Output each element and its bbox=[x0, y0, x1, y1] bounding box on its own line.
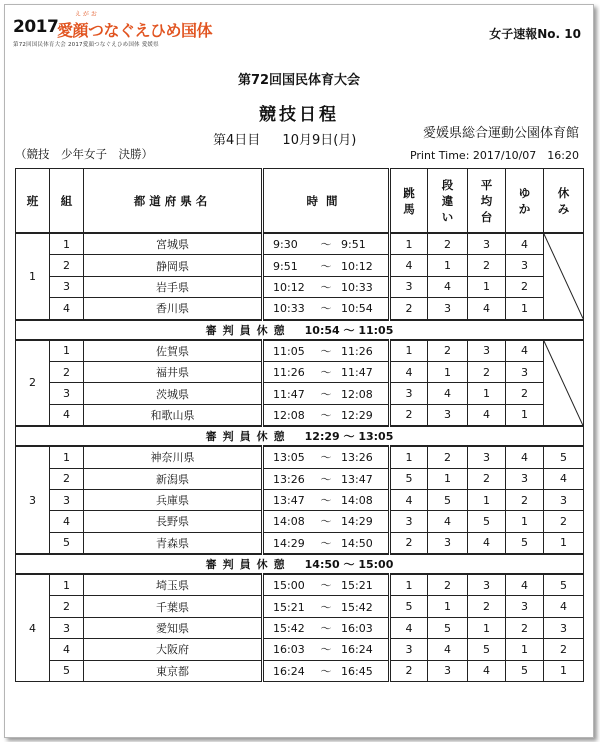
set-number-cell: 1 bbox=[50, 233, 84, 255]
time-start: 10:12 bbox=[273, 280, 305, 294]
prefecture-cell: 佐賀県 bbox=[84, 340, 263, 362]
time-end: 10:33 bbox=[341, 280, 373, 294]
time-start: 16:24 bbox=[273, 664, 305, 678]
set-number-cell: 3 bbox=[50, 276, 84, 297]
time-start: 10:33 bbox=[273, 302, 305, 316]
set-number-cell: 2 bbox=[50, 596, 84, 617]
time-end: 10:12 bbox=[341, 259, 373, 273]
floor-order-cell: 3 bbox=[506, 596, 544, 617]
beam-order-cell: 1 bbox=[468, 276, 506, 297]
beam-order-cell: 3 bbox=[468, 233, 506, 255]
floor-order-cell: 4 bbox=[506, 340, 544, 362]
prefecture-cell: 長野県 bbox=[84, 511, 263, 532]
floor-order-cell: 3 bbox=[506, 468, 544, 489]
rest-order-cell: 4 bbox=[544, 468, 584, 489]
rest-order-cell: 5 bbox=[544, 574, 584, 596]
bars-order-cell: 3 bbox=[428, 298, 468, 320]
judges-break-row bbox=[16, 426, 584, 446]
prefecture-cell: 千葉県 bbox=[84, 596, 263, 617]
beam-order-cell: 4 bbox=[468, 660, 506, 681]
time-cell bbox=[263, 361, 390, 382]
bars-order-cell: 3 bbox=[428, 404, 468, 426]
vault-order-cell: 3 bbox=[390, 383, 428, 404]
vault-order-cell: 1 bbox=[390, 340, 428, 362]
prefecture-cell: 大阪府 bbox=[84, 639, 263, 660]
set-number-cell: 2 bbox=[50, 255, 84, 276]
floor-order-cell: 4 bbox=[506, 446, 544, 468]
header-time: 時間 bbox=[263, 169, 390, 234]
set-number-cell: 1 bbox=[50, 340, 84, 362]
event-label: （競技 少年女子 決勝） bbox=[15, 147, 153, 161]
time-start: 9:51 bbox=[273, 259, 298, 273]
prefecture-cell: 新潟県 bbox=[84, 468, 263, 489]
vault-order-cell: 3 bbox=[390, 511, 428, 532]
time-cell bbox=[263, 596, 390, 617]
set-number-cell: 1 bbox=[50, 446, 84, 468]
time-end: 14:50 bbox=[341, 536, 373, 550]
floor-order-cell: 4 bbox=[506, 233, 544, 255]
bars-order-cell: 1 bbox=[428, 596, 468, 617]
set-number-cell: 3 bbox=[50, 617, 84, 638]
time-end: 16:45 bbox=[341, 664, 373, 678]
time-start: 13:47 bbox=[273, 494, 305, 508]
time-start: 16:03 bbox=[273, 643, 305, 657]
floor-order-cell: 4 bbox=[506, 574, 544, 596]
floor-order-cell: 1 bbox=[506, 511, 544, 532]
time-separator: 〜 bbox=[320, 387, 332, 401]
vault-order-cell: 1 bbox=[390, 446, 428, 468]
time-separator: 〜 bbox=[320, 600, 332, 614]
schedule-table bbox=[15, 168, 584, 682]
bars-order-cell: 4 bbox=[428, 383, 468, 404]
time-separator: 〜 bbox=[320, 494, 332, 508]
time-separator: 〜 bbox=[320, 302, 332, 316]
time-start: 15:21 bbox=[273, 600, 305, 614]
prefecture-cell: 和歌山県 bbox=[84, 404, 263, 426]
set-number-cell: 4 bbox=[50, 404, 84, 426]
time-separator: 〜 bbox=[320, 622, 332, 636]
vault-order-cell: 2 bbox=[390, 404, 428, 426]
table-row bbox=[16, 446, 584, 468]
beam-order-cell: 1 bbox=[468, 617, 506, 638]
print-time: Print Time: 2017/10/07 16:20 bbox=[409, 149, 579, 162]
time-separator: 〜 bbox=[320, 238, 332, 252]
vault-order-cell: 4 bbox=[390, 255, 428, 276]
prefecture-cell: 神奈川県 bbox=[84, 446, 263, 468]
set-number-cell: 3 bbox=[50, 383, 84, 404]
date-label: 10月9日(月) bbox=[282, 133, 357, 148]
time-end: 14:08 bbox=[341, 494, 373, 508]
table-row bbox=[16, 233, 584, 255]
rest-order-cell: 3 bbox=[544, 617, 584, 638]
group-number-cell: 3 bbox=[16, 446, 50, 554]
break-time: 12:29 ～ 13:05 bbox=[304, 430, 394, 444]
rest-order-cell: 5 bbox=[544, 446, 584, 468]
header-bars bbox=[428, 169, 468, 234]
prefecture-cell: 宮城県 bbox=[84, 233, 263, 255]
set-number-cell: 1 bbox=[50, 574, 84, 596]
time-end: 13:47 bbox=[341, 472, 373, 486]
beam-order-cell: 3 bbox=[468, 340, 506, 362]
set-number-cell: 2 bbox=[50, 468, 84, 489]
time-separator: 〜 bbox=[320, 515, 332, 529]
time-start: 13:26 bbox=[273, 472, 305, 486]
rest-empty-cell bbox=[544, 233, 584, 320]
day-date bbox=[213, 129, 374, 148]
beam-order-cell: 4 bbox=[468, 532, 506, 554]
judges-break-cell bbox=[16, 320, 584, 340]
vault-order-cell: 4 bbox=[390, 361, 428, 382]
table-row bbox=[16, 596, 584, 617]
time-cell bbox=[263, 383, 390, 404]
vault-order-cell: 2 bbox=[390, 298, 428, 320]
time-separator: 〜 bbox=[320, 408, 332, 422]
venue: 愛媛県総合運動公園体育館 bbox=[422, 126, 579, 141]
vault-order-cell: 2 bbox=[390, 532, 428, 554]
time-start: 15:42 bbox=[273, 622, 305, 636]
header-floor bbox=[506, 169, 544, 234]
time-cell bbox=[263, 298, 390, 320]
set-number-cell: 4 bbox=[50, 511, 84, 532]
header-floor-text: ゆ か bbox=[518, 185, 531, 216]
prefecture-cell: 静岡県 bbox=[84, 255, 263, 276]
table-row bbox=[16, 340, 584, 362]
time-start: 15:00 bbox=[273, 579, 305, 593]
time-separator: 〜 bbox=[320, 366, 332, 380]
prefecture-cell: 埼玉県 bbox=[84, 574, 263, 596]
prefecture-cell: 東京都 bbox=[84, 660, 263, 681]
floor-order-cell: 5 bbox=[506, 660, 544, 681]
time-cell bbox=[263, 404, 390, 426]
set-number-cell: 3 bbox=[50, 489, 84, 510]
rest-order-cell: 2 bbox=[544, 511, 584, 532]
time-separator: 〜 bbox=[320, 536, 332, 550]
vault-order-cell: 5 bbox=[390, 468, 428, 489]
bulletin-number: 女子速報No. 10 bbox=[489, 27, 581, 41]
prefecture-cell: 茨城県 bbox=[84, 383, 263, 404]
vault-order-cell: 4 bbox=[390, 617, 428, 638]
rest-order-cell: 1 bbox=[544, 660, 584, 681]
time-cell bbox=[263, 255, 390, 276]
logo-ruby: え が お bbox=[75, 11, 97, 18]
floor-order-cell: 1 bbox=[506, 639, 544, 660]
set-number-cell: 5 bbox=[50, 660, 84, 681]
vault-order-cell: 3 bbox=[390, 639, 428, 660]
floor-order-cell: 2 bbox=[506, 489, 544, 510]
floor-order-cell: 3 bbox=[506, 361, 544, 382]
prefecture-cell: 福井県 bbox=[84, 361, 263, 382]
header-vault-text: 跳 馬 bbox=[403, 185, 415, 216]
beam-order-cell: 2 bbox=[468, 361, 506, 382]
bars-order-cell: 4 bbox=[428, 639, 468, 660]
table-row bbox=[16, 255, 584, 276]
header-beam bbox=[468, 169, 506, 234]
bars-order-cell: 1 bbox=[428, 361, 468, 382]
floor-order-cell: 3 bbox=[506, 255, 544, 276]
beam-order-cell: 5 bbox=[468, 639, 506, 660]
beam-order-cell: 1 bbox=[468, 489, 506, 510]
bars-order-cell: 1 bbox=[428, 255, 468, 276]
break-label: 審判員休憩 bbox=[205, 323, 291, 337]
break-time: 14:50 ～ 15:00 bbox=[304, 558, 394, 572]
floor-order-cell: 2 bbox=[506, 383, 544, 404]
time-cell bbox=[263, 511, 390, 532]
bars-order-cell: 4 bbox=[428, 276, 468, 297]
bars-order-cell: 2 bbox=[428, 233, 468, 255]
rest-order-cell: 3 bbox=[544, 489, 584, 510]
beam-order-cell: 5 bbox=[468, 511, 506, 532]
table-row bbox=[16, 532, 584, 554]
time-cell bbox=[263, 489, 390, 510]
table-row bbox=[16, 276, 584, 297]
time-separator: 〜 bbox=[320, 643, 332, 657]
time-separator: 〜 bbox=[320, 579, 332, 593]
prefecture-cell: 兵庫県 bbox=[84, 489, 263, 510]
table-row bbox=[16, 511, 584, 532]
bars-order-cell: 3 bbox=[428, 660, 468, 681]
prefecture-cell: 香川県 bbox=[84, 298, 263, 320]
bars-order-cell: 1 bbox=[428, 468, 468, 489]
table-row bbox=[16, 617, 584, 638]
rest-order-cell: 4 bbox=[544, 596, 584, 617]
header-group: 班 bbox=[16, 169, 50, 234]
header-rest bbox=[544, 169, 584, 234]
judges-break-cell bbox=[16, 554, 584, 574]
time-cell bbox=[263, 468, 390, 489]
group-number-cell: 1 bbox=[16, 233, 50, 320]
beam-order-cell: 3 bbox=[468, 446, 506, 468]
set-number-cell: 5 bbox=[50, 532, 84, 554]
time-end: 12:08 bbox=[341, 387, 373, 401]
header-set: 組 bbox=[50, 169, 84, 234]
time-end: 11:26 bbox=[341, 344, 373, 358]
bars-order-cell: 3 bbox=[428, 532, 468, 554]
table-row bbox=[16, 404, 584, 426]
bars-order-cell: 5 bbox=[428, 489, 468, 510]
table-header-row bbox=[16, 169, 584, 234]
judges-break-row bbox=[16, 320, 584, 340]
table-row bbox=[16, 489, 584, 510]
schedule-body bbox=[16, 233, 584, 682]
rest-order-cell: 1 bbox=[544, 532, 584, 554]
logo-main: 愛顔つなぐえひめ国体 bbox=[57, 21, 213, 40]
time-start: 11:47 bbox=[273, 387, 305, 401]
beam-order-cell: 1 bbox=[468, 383, 506, 404]
judges-break-cell bbox=[16, 426, 584, 446]
time-cell bbox=[263, 574, 390, 596]
diagonal-line bbox=[544, 234, 583, 319]
set-number-cell: 4 bbox=[50, 639, 84, 660]
set-number-cell: 2 bbox=[50, 361, 84, 382]
beam-order-cell: 3 bbox=[468, 574, 506, 596]
vault-order-cell: 5 bbox=[390, 596, 428, 617]
table-row bbox=[16, 361, 584, 382]
event-logo bbox=[13, 11, 218, 51]
time-start: 12:08 bbox=[273, 408, 305, 422]
time-separator: 〜 bbox=[320, 280, 332, 294]
break-time: 10:54 ～ 11:05 bbox=[304, 323, 394, 337]
header-bars-text: 段 違 い bbox=[441, 177, 454, 224]
time-start: 11:26 bbox=[273, 366, 305, 380]
time-separator: 〜 bbox=[320, 472, 332, 486]
judges-break-row bbox=[16, 554, 584, 574]
beam-order-cell: 2 bbox=[468, 596, 506, 617]
bars-order-cell: 2 bbox=[428, 446, 468, 468]
group-number-cell: 2 bbox=[16, 340, 50, 427]
time-separator: 〜 bbox=[320, 664, 332, 678]
prefecture-cell: 愛知県 bbox=[84, 617, 263, 638]
rest-order-cell: 2 bbox=[544, 639, 584, 660]
bars-order-cell: 5 bbox=[428, 617, 468, 638]
bars-order-cell: 2 bbox=[428, 340, 468, 362]
time-end: 12:29 bbox=[341, 408, 373, 422]
table-row bbox=[16, 468, 584, 489]
time-start: 13:05 bbox=[273, 451, 305, 465]
floor-order-cell: 2 bbox=[506, 617, 544, 638]
beam-order-cell: 4 bbox=[468, 404, 506, 426]
group-number-cell: 4 bbox=[16, 574, 50, 681]
table-row bbox=[16, 660, 584, 681]
beam-order-cell: 2 bbox=[468, 468, 506, 489]
time-cell bbox=[263, 446, 390, 468]
header-beam-text: 平 均 台 bbox=[480, 177, 493, 224]
logo-subtitle: 第72回国民体育大会 2017愛顔つなぐえひめ国体 愛媛県 bbox=[13, 42, 159, 48]
floor-order-cell: 5 bbox=[506, 532, 544, 554]
vault-order-cell: 4 bbox=[390, 489, 428, 510]
time-start: 9:30 bbox=[273, 238, 298, 252]
time-cell bbox=[263, 233, 390, 255]
vault-order-cell: 1 bbox=[390, 574, 428, 596]
time-cell bbox=[263, 340, 390, 362]
document-page bbox=[4, 4, 594, 738]
diagonal-line bbox=[544, 341, 583, 426]
time-end: 11:47 bbox=[341, 366, 373, 380]
meet-name: 第72回国民体育大会 bbox=[237, 73, 361, 88]
header-rest-text: 休 み bbox=[557, 185, 570, 216]
prefecture-cell: 青森県 bbox=[84, 532, 263, 554]
time-end: 9:51 bbox=[341, 238, 366, 252]
time-separator: 〜 bbox=[320, 451, 332, 465]
time-end: 15:21 bbox=[341, 579, 373, 593]
time-cell bbox=[263, 660, 390, 681]
time-start: 14:08 bbox=[273, 515, 305, 529]
floor-order-cell: 2 bbox=[506, 276, 544, 297]
time-cell bbox=[263, 532, 390, 554]
vault-order-cell: 3 bbox=[390, 276, 428, 297]
day-label: 第4日目 bbox=[213, 133, 261, 148]
time-start: 14:29 bbox=[273, 536, 305, 550]
time-start: 11:05 bbox=[273, 344, 305, 358]
rest-empty-cell bbox=[544, 340, 584, 427]
page-title: 競技日程 bbox=[259, 105, 339, 125]
beam-order-cell: 4 bbox=[468, 298, 506, 320]
time-separator: 〜 bbox=[320, 344, 332, 358]
table-row bbox=[16, 383, 584, 404]
vault-order-cell: 2 bbox=[390, 660, 428, 681]
vault-order-cell: 1 bbox=[390, 233, 428, 255]
break-label: 審判員休憩 bbox=[205, 430, 291, 444]
header-prefecture: 都道府県名 bbox=[84, 169, 263, 234]
bars-order-cell: 2 bbox=[428, 574, 468, 596]
time-end: 16:24 bbox=[341, 643, 373, 657]
break-label: 審判員休憩 bbox=[205, 558, 291, 572]
prefecture-cell: 岩手県 bbox=[84, 276, 263, 297]
time-cell bbox=[263, 639, 390, 660]
table-row bbox=[16, 574, 584, 596]
time-cell bbox=[263, 617, 390, 638]
bars-order-cell: 4 bbox=[428, 511, 468, 532]
table-row bbox=[16, 639, 584, 660]
logo-year: 2017 bbox=[13, 17, 59, 37]
time-end: 16:03 bbox=[341, 622, 373, 636]
time-separator: 〜 bbox=[320, 259, 332, 273]
table-row bbox=[16, 298, 584, 320]
floor-order-cell: 1 bbox=[506, 404, 544, 426]
header-vault bbox=[390, 169, 428, 234]
time-end: 10:54 bbox=[341, 302, 373, 316]
set-number-cell: 4 bbox=[50, 298, 84, 320]
time-end: 14:29 bbox=[341, 515, 373, 529]
beam-order-cell: 2 bbox=[468, 255, 506, 276]
time-end: 15:42 bbox=[341, 600, 373, 614]
time-cell bbox=[263, 276, 390, 297]
time-end: 13:26 bbox=[341, 451, 373, 465]
floor-order-cell: 1 bbox=[506, 298, 544, 320]
